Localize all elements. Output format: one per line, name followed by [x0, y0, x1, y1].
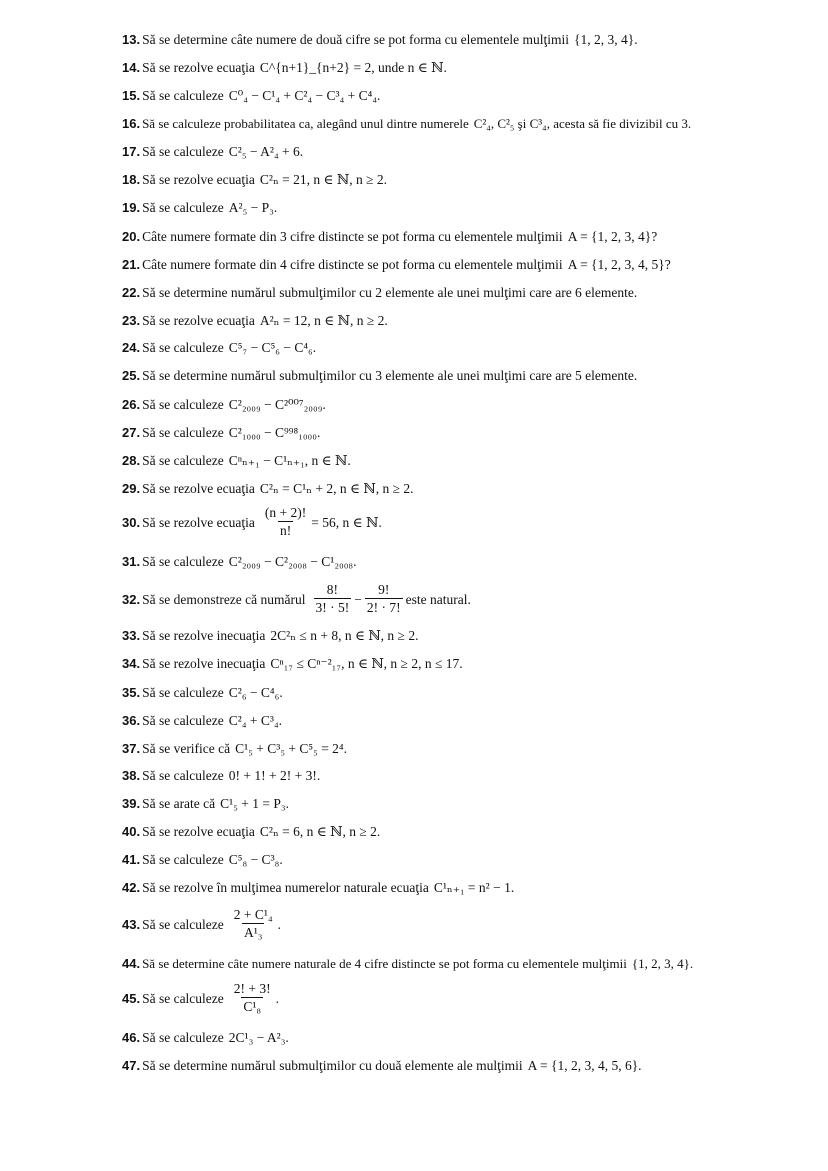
fraction-numerator: 2! + 3! [233, 981, 271, 996]
problem-math: C⁵₈ − C³₈. [228, 852, 283, 867]
problem-math: C^{n+1}_{n+2} = 2, unde n ∈ ℕ. [259, 60, 447, 75]
problem-number: 46. [122, 1030, 141, 1045]
problem-number: 29. [122, 481, 141, 496]
problem-18 [122, 171, 387, 189]
problem-number: 45. [122, 990, 141, 1006]
problem-45 [122, 981, 279, 1016]
problem-math: C⁰₄ − C¹₄ + C²₄ − C³₄ + C⁴₄. [228, 88, 381, 103]
problem-number: 25. [122, 368, 141, 383]
problem-number: 47. [122, 1058, 141, 1073]
problem-text: Să se rezolve ecuaţia [142, 313, 255, 328]
problem-text: Să se rezolve inecuaţia [142, 656, 266, 671]
problem-math: Cⁿₙ₊₁ − C¹ₙ₊₁, n ∈ ℕ. [228, 453, 351, 468]
problem-27 [122, 424, 320, 442]
problem-26 [122, 396, 326, 414]
problem-text: Să se determine câte numere de două cifre se pot forma cu elementele mulţimii [142, 32, 570, 47]
problem-33 [122, 627, 418, 645]
problem-text: Să se rezolve ecuaţia [142, 824, 255, 839]
problem-number: 27. [122, 425, 141, 440]
problem-14 [122, 59, 447, 77]
problem-text: Să se rezolve ecuaţia [142, 172, 255, 187]
problem-math: {1, 2, 3, 4}. [631, 956, 694, 971]
problem-text: Să se calculeze [142, 916, 224, 932]
problem-35 [122, 684, 283, 702]
problem-15 [122, 87, 380, 105]
problem-math: Cⁿ₁₇ ≤ Cⁿ⁻²₁₇, n ∈ ℕ, n ≥ 2, n ≤ 17. [270, 656, 463, 671]
fraction-numerator: 2 + C¹₄ [233, 907, 273, 922]
problem-17 [122, 143, 303, 161]
problem-text: Să se calculeze [142, 453, 224, 468]
problem-math: . [277, 916, 282, 932]
problem-text: Câte numere formate din 4 cifre distincte se pot forma cu elementele mulţimii [142, 257, 563, 272]
problem-number: 31. [122, 554, 141, 569]
problem-text: Să se calculeze [142, 990, 224, 1006]
problem-math: C¹₅ + 1 = P₃. [220, 796, 289, 811]
problem-44 [122, 955, 693, 973]
minus-sign: − [354, 591, 362, 607]
problem-math: C²₂₀₀₉ − C²⁰⁰⁷₂₀₀₉. [228, 397, 326, 412]
problem-number: 33. [122, 628, 141, 643]
problem-math: 2C²ₙ ≤ n + 8, n ∈ ℕ, n ≥ 2. [270, 628, 419, 643]
problem-text: Să se determine numărul submulţimilor cu 3 elemente ale unei mulţimi care are 5 elemente. [142, 368, 638, 383]
problem-math: . [275, 990, 280, 1006]
problem-number: 26. [122, 397, 141, 412]
problem-math: C²₂₀₀₉ − C²₂₀₀₈ − C¹₂₀₀₈. [228, 554, 357, 569]
problem-number: 16. [122, 116, 141, 131]
problem-math: C²₁₀₀₀ − C⁹⁹⁸₁₀₀₀. [228, 425, 321, 440]
problem-text: Să se demonstreze că numărul [142, 591, 306, 607]
problem-number: 17. [122, 144, 141, 159]
problem-number: 41. [122, 852, 141, 867]
problem-text: Să se rezolve ecuaţia [142, 481, 255, 496]
problem-number: 20. [122, 229, 141, 244]
problem-text: Să se calculeze [142, 685, 224, 700]
fraction [232, 981, 273, 1016]
problem-text: Să se determine câte numere naturale de 4 cifre distincte se pot forma cu elementele mulţimii [142, 956, 627, 971]
problem-number: 32. [122, 591, 141, 607]
fraction-numerator: 9! [378, 582, 390, 597]
problem-text: Să se determine numărul submulţimilor cu 2 elemente ale unei mulţimi care are 6 elemente. [142, 285, 638, 300]
problem-math: C²ₙ = 21, n ∈ ℕ, n ≥ 2. [259, 172, 388, 187]
problem-text: Să se calculeze [142, 852, 224, 867]
problem-text: Să se rezolve în mulţimea numerelor naturale ecuaţia [142, 880, 429, 895]
problem-math: A = {1, 2, 3, 4, 5}? [567, 257, 671, 272]
problem-number: 43. [122, 916, 141, 932]
fraction-numerator: 8! [326, 582, 339, 597]
problem-number: 15. [122, 88, 141, 103]
problem-13 [122, 31, 638, 49]
problem-math: C²₅ − A²₄ + 6. [228, 144, 304, 159]
problem-text: Să se determine numărul submulţimilor cu două elemente ale mulţimii [142, 1058, 523, 1073]
problem-text: Să se calculeze [142, 88, 224, 103]
fraction-numerator: (n + 2)! [264, 505, 307, 520]
fraction-denominator: A¹₃ [243, 925, 263, 940]
problem-math: = 56, n ∈ ℕ. [311, 514, 382, 530]
fraction-denominator: n! [279, 523, 292, 538]
problem-36 [122, 712, 282, 730]
problem-text: Să se calculeze [142, 200, 224, 215]
problem-math: C²₆ − C⁴₆. [228, 685, 283, 700]
problem-text: Să se calculeze [142, 425, 224, 440]
problem-text: Să se arate că [142, 796, 216, 811]
problem-46 [122, 1029, 289, 1047]
problem-39 [122, 795, 289, 813]
problem-number: 24. [122, 340, 141, 355]
problem-text: Să se calculeze [142, 144, 224, 159]
problem-number: 36. [122, 713, 141, 728]
problem-20 [122, 228, 657, 246]
problem-math: C¹ₙ₊₁ = n² − 1. [433, 880, 515, 895]
problem-text: Să se rezolve ecuaţia [142, 514, 255, 530]
problem-29 [122, 480, 414, 498]
problem-math: C¹₅ + C³₅ + C⁵₅ = 2⁴. [235, 741, 348, 756]
problem-32 [122, 582, 471, 617]
problem-math: A²ₙ = 12, n ∈ ℕ, n ≥ 2. [259, 313, 388, 328]
problem-math: A = {1, 2, 3, 4, 5, 6}. [527, 1058, 642, 1073]
problem-42 [122, 879, 514, 897]
problem-math: C²₄ + C³₄. [228, 713, 283, 728]
problem-number: 37. [122, 741, 141, 756]
problem-text: Să se calculeze [142, 554, 224, 569]
problem-text: Să se calculeze [142, 397, 224, 412]
problem-43 [122, 907, 281, 942]
fraction-1 [314, 582, 352, 617]
problem-number: 13. [122, 32, 141, 47]
problem-math: {1, 2, 3, 4}. [574, 32, 638, 47]
fraction [263, 505, 308, 540]
problem-text: Să se rezolve inecuaţia [142, 628, 266, 643]
problem-number: 44. [122, 956, 141, 971]
problem-number: 40. [122, 824, 141, 839]
problem-24 [122, 339, 316, 357]
problem-number: 18. [122, 172, 141, 187]
problem-31 [122, 553, 357, 571]
problem-25 [122, 367, 642, 385]
problem-text: Câte numere formate din 3 cifre distincte se pot forma cu elementele mulţimii [142, 229, 563, 244]
problem-math: 2C¹₃ − A²₃. [228, 1030, 289, 1045]
problem-number: 30. [122, 514, 141, 530]
problem-28 [122, 452, 351, 470]
problem-number: 35. [122, 685, 141, 700]
problem-number: 38. [122, 768, 141, 783]
problem-math: C²₄, C²₅ şi C³₄, acesta să fie divizibil cu 3. [473, 116, 692, 131]
problem-math: C²ₙ = 6, n ∈ ℕ, n ≥ 2. [259, 824, 381, 839]
problem-34 [122, 655, 463, 673]
problem-41 [122, 851, 283, 869]
fraction-denominator: 2! · 7! [366, 600, 401, 615]
problem-math: A = {1, 2, 3, 4}? [567, 229, 658, 244]
problem-number: 19. [122, 200, 141, 215]
problem-16 [122, 115, 691, 133]
problem-math: 0! + 1! + 2! + 3!. [228, 768, 321, 783]
problem-number: 28. [122, 453, 141, 468]
problem-number: 21. [122, 257, 141, 272]
problem-19 [122, 199, 277, 217]
problem-text: Să se calculeze [142, 340, 224, 355]
problem-text: Să se verifice că [142, 741, 231, 756]
problem-text: Să se calculeze probabilitatea ca, alegând unul dintre numerele [142, 116, 469, 131]
fraction-denominator: 3! · 5! [315, 600, 350, 615]
problem-text: Să se calculeze [142, 768, 224, 783]
problem-37 [122, 740, 347, 758]
problem-30 [122, 505, 382, 540]
problem-text: Să se calculeze [142, 713, 224, 728]
problem-22 [122, 284, 642, 302]
problem-number: 34. [122, 656, 141, 671]
fraction-2 [365, 582, 403, 617]
problem-38 [122, 767, 320, 785]
problem-math: este natural. [405, 591, 471, 607]
problem-40 [122, 823, 380, 841]
problem-number: 14. [122, 60, 141, 75]
problem-21 [122, 256, 671, 274]
problem-text: Să se rezolve ecuaţia [142, 60, 255, 75]
problem-math: A²₅ − P₃. [228, 200, 278, 215]
problem-number: 23. [122, 313, 141, 328]
problem-23 [122, 312, 388, 330]
problem-number: 42. [122, 880, 141, 895]
problem-number: 39. [122, 796, 141, 811]
problem-math: C⁵₇ − C⁵₆ − C⁴₆. [228, 340, 317, 355]
problem-number: 22. [122, 285, 141, 300]
fraction [232, 907, 275, 942]
problem-47 [122, 1057, 642, 1075]
problem-math: C²ₙ = C¹ₙ + 2, n ∈ ℕ, n ≥ 2. [259, 481, 414, 496]
problem-text: Să se calculeze [142, 1030, 224, 1045]
fraction-denominator: C¹₈ [243, 999, 262, 1014]
